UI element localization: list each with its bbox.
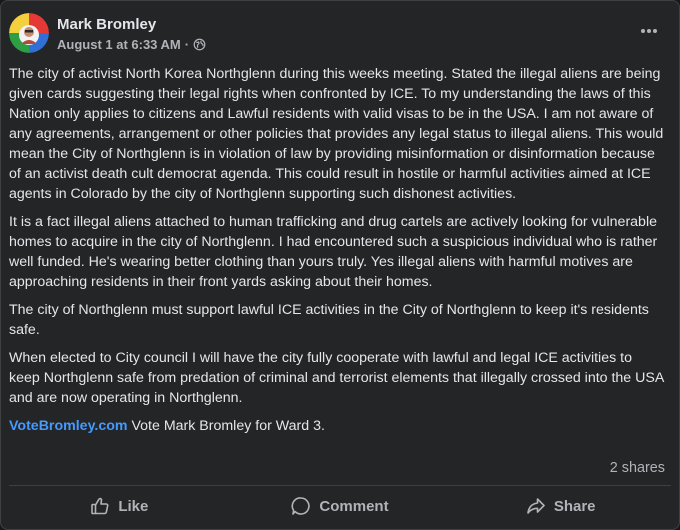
post-paragraph: The city of Northglenn must support lawful ICE activities in the City of Northglenn to keep it's residents safe.	[9, 302, 649, 338]
comment-icon	[291, 496, 311, 516]
share-icon	[526, 496, 546, 516]
website-link[interactable]: VoteBromley.com	[9, 418, 128, 434]
comment-button[interactable]	[230, 487, 451, 525]
globe-icon[interactable]	[193, 38, 206, 51]
shares-count[interactable]: 2 shares	[609, 460, 665, 476]
meta-separator: ·	[184, 37, 190, 52]
thumbs-up-icon	[90, 496, 110, 516]
avatar[interactable]	[9, 13, 49, 53]
avatar-image	[9, 13, 49, 53]
more-options-icon[interactable]	[635, 17, 663, 45]
post-actions	[9, 487, 671, 525]
actions-divider	[9, 485, 671, 486]
like-button[interactable]	[9, 487, 230, 525]
post-body	[9, 64, 664, 444]
post-closing-line	[9, 416, 664, 436]
comment-label: Comment	[319, 497, 389, 515]
closing-text: Vote Mark Bromley for Ward 3.	[127, 418, 325, 434]
post-timestamp[interactable]: August 1 at 6:33 AM	[57, 37, 181, 52]
post-paragraph: The city of activist North Korea Northglenn during this weeks meeting. Stated the illegal aliens are being given cards suggesting their legal rights when confronted by ICE. To my understanding the laws of this Nation only applies to citizens and Lawful residents with valid visas to be in the USA. I am not aware of any agreements, arrangement or other policies that provides any legal status to illegal aliens. This would mean the City of Northglenn is in violation of law by providing misinformation or disinformation because of an activist death cult democrat agenda. This could result in hostile or harmful activities aimed at ICE agents in Colorado by the city of Northglenn supporting such dishonest activities.	[9, 66, 664, 202]
post-paragraph: It is a fact illegal aliens attached to human trafficking and drug cartels are actively looking for vulnerable homes to acquire in the city of Northglenn. I had encountered such a suspicious individual who is rather well funded. He's wearing better clothing than yours truly. Yes illegal aliens with harmful motives are approaching residents in their front yards asking about their homes.	[9, 214, 658, 290]
post-paragraph: When elected to City council I will have the city fully cooperate with lawful and legal ICE activities to keep Northglenn safe from predation of criminal and terrorist elements that illegally crossed into the USA and are now operating in Northglenn.	[9, 350, 664, 406]
post-meta	[57, 37, 206, 52]
share-button[interactable]	[450, 487, 671, 525]
like-label: Like	[118, 497, 149, 515]
post-header	[9, 13, 671, 57]
share-label: Share	[553, 497, 596, 515]
author-name[interactable]: Mark Bromley	[57, 16, 157, 33]
